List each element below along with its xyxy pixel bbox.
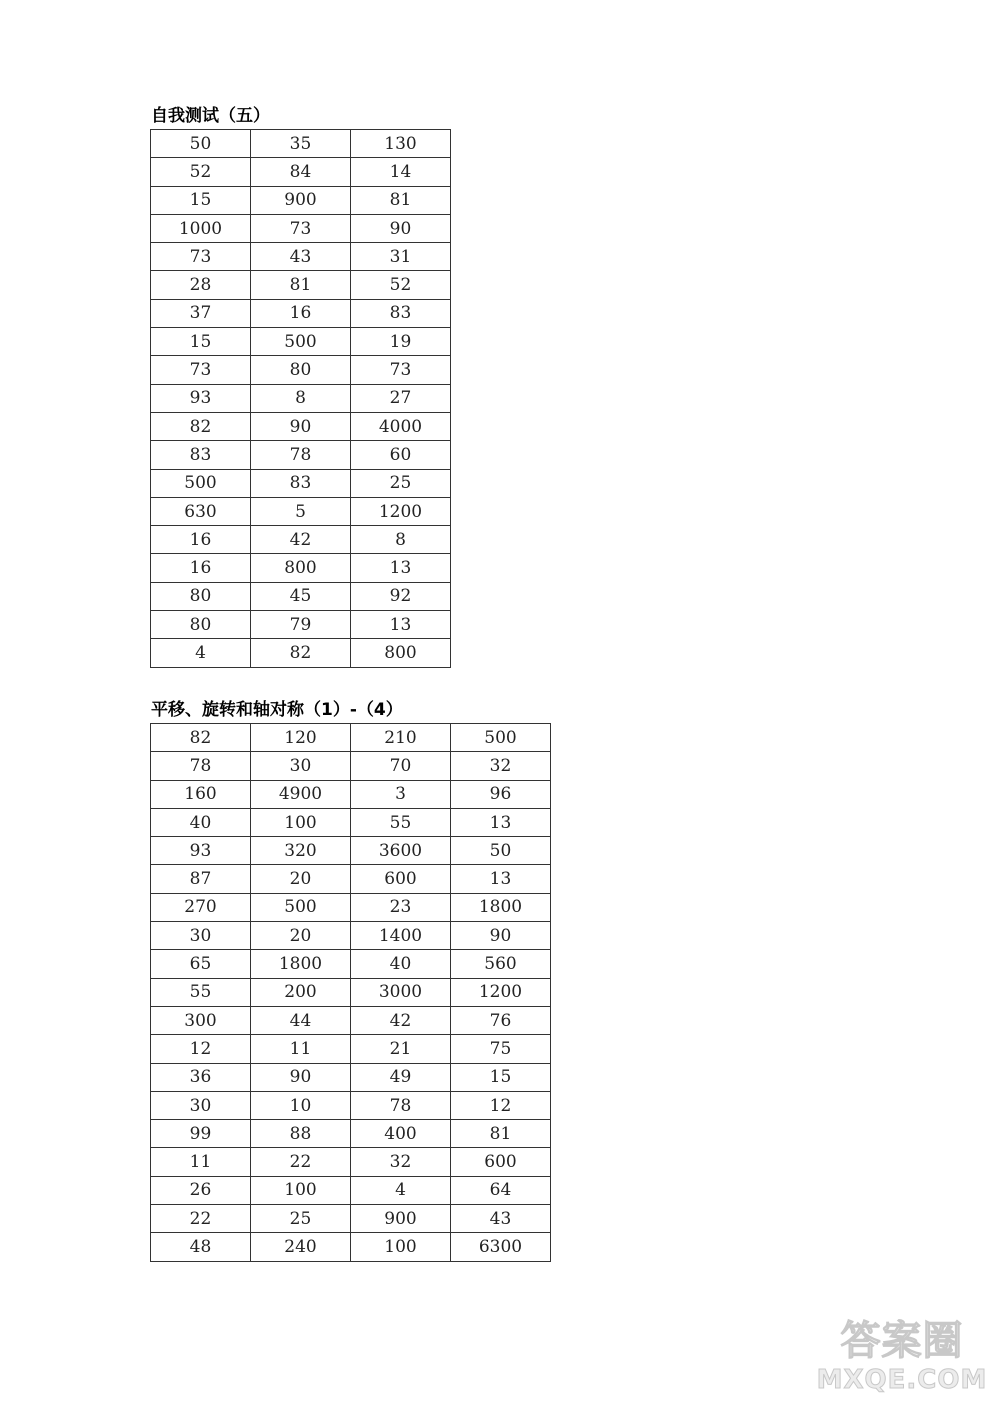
table-cell: 31 (351, 243, 451, 271)
table-cell: 8 (351, 526, 451, 554)
table-cell: 15 (151, 328, 251, 356)
table-cell: 52 (351, 271, 451, 299)
table-cell: 55 (151, 978, 251, 1006)
table-cell: 20 (251, 922, 351, 950)
table-cell: 600 (451, 1148, 551, 1176)
table-cell: 45 (251, 582, 351, 610)
table-row (151, 1233, 551, 1261)
table-cell: 83 (251, 469, 351, 497)
table-row (151, 865, 551, 893)
table-row (151, 639, 451, 667)
table-cell: 73 (151, 243, 251, 271)
table-row (151, 780, 551, 808)
table-cell: 22 (151, 1205, 251, 1233)
table-cell: 73 (351, 356, 451, 384)
table-cell: 1000 (151, 214, 251, 242)
table-cell: 65 (151, 950, 251, 978)
table-cell: 80 (151, 611, 251, 639)
table-cell: 11 (251, 1035, 351, 1063)
table-cell: 90 (251, 1063, 351, 1091)
table-cell: 3600 (351, 837, 451, 865)
table-row (151, 1006, 551, 1034)
answer-table-translation-rotation-symmetry (150, 723, 551, 1262)
table-cell: 83 (151, 441, 251, 469)
table-cell: 1400 (351, 922, 451, 950)
table-cell: 35 (251, 130, 351, 158)
table-cell: 78 (251, 441, 351, 469)
table-cell: 300 (151, 1006, 251, 1034)
table-cell: 70 (351, 752, 451, 780)
table-cell: 16 (251, 299, 351, 327)
table-cell: 14 (351, 158, 451, 186)
table-cell: 560 (451, 950, 551, 978)
table-row (151, 837, 551, 865)
table-cell: 92 (351, 582, 451, 610)
table-cell: 900 (351, 1205, 451, 1233)
table-row (151, 130, 451, 158)
table-cell: 28 (151, 271, 251, 299)
table-cell: 25 (251, 1205, 351, 1233)
table-cell: 64 (451, 1176, 551, 1204)
table-cell: 80 (151, 582, 251, 610)
table-cell: 30 (151, 1091, 251, 1119)
table-cell: 75 (451, 1035, 551, 1063)
table-cell: 48 (151, 1233, 251, 1261)
table-cell: 36 (151, 1063, 251, 1091)
table-cell: 12 (451, 1091, 551, 1119)
table-cell: 30 (151, 922, 251, 950)
table-row (151, 1035, 551, 1063)
table-cell: 23 (351, 893, 451, 921)
table-row (151, 186, 451, 214)
table-cell: 52 (151, 158, 251, 186)
table-cell: 78 (351, 1091, 451, 1119)
table-cell: 81 (351, 186, 451, 214)
table-row (151, 412, 451, 440)
table-cell: 160 (151, 780, 251, 808)
table-cell: 4900 (251, 780, 351, 808)
table-cell: 20 (251, 865, 351, 893)
table-cell: 13 (451, 865, 551, 893)
table-row (151, 497, 451, 525)
table-cell: 73 (151, 356, 251, 384)
table-cell: 500 (251, 893, 351, 921)
table-cell: 13 (451, 808, 551, 836)
table-cell: 32 (451, 752, 551, 780)
table-cell: 240 (251, 1233, 351, 1261)
table-row (151, 384, 451, 412)
table-row (151, 724, 551, 752)
table-cell: 50 (151, 130, 251, 158)
answer-table-self-test-5 (150, 129, 451, 668)
table-cell: 270 (151, 893, 251, 921)
table-row (151, 922, 551, 950)
table-cell: 15 (451, 1063, 551, 1091)
table-cell: 19 (351, 328, 451, 356)
table-cell: 79 (251, 611, 351, 639)
table-cell: 44 (251, 1006, 351, 1034)
table-cell: 87 (151, 865, 251, 893)
table-cell: 43 (451, 1205, 551, 1233)
table-cell: 73 (251, 214, 351, 242)
table-cell: 1200 (451, 978, 551, 1006)
table-row (151, 1205, 551, 1233)
table-row (151, 328, 451, 356)
table-cell: 11 (151, 1148, 251, 1176)
table-cell: 600 (351, 865, 451, 893)
table-cell: 26 (151, 1176, 251, 1204)
table-cell: 3000 (351, 978, 451, 1006)
table-cell: 93 (151, 384, 251, 412)
table-cell: 500 (451, 724, 551, 752)
watermark-logo-text: 答案圈 (840, 1318, 964, 1364)
table-cell: 37 (151, 299, 251, 327)
table-row (151, 1120, 551, 1148)
table-row (151, 1091, 551, 1119)
table-cell: 25 (351, 469, 451, 497)
table-cell: 84 (251, 158, 351, 186)
table-cell: 49 (351, 1063, 451, 1091)
table-cell: 1800 (451, 893, 551, 921)
table-cell: 96 (451, 780, 551, 808)
table-row (151, 1176, 551, 1204)
table-cell: 400 (351, 1120, 451, 1148)
table-row (151, 469, 451, 497)
table-row (151, 356, 451, 384)
table-row (151, 214, 451, 242)
table-row (151, 893, 551, 921)
table-cell: 800 (251, 554, 351, 582)
table-cell: 81 (251, 271, 351, 299)
table-cell: 500 (251, 328, 351, 356)
table-cell: 5 (251, 497, 351, 525)
table-cell: 8 (251, 384, 351, 412)
table-cell: 4 (151, 639, 251, 667)
table-row (151, 752, 551, 780)
table-cell: 42 (251, 526, 351, 554)
table-row (151, 1148, 551, 1176)
table-cell: 4000 (351, 412, 451, 440)
table-row (151, 158, 451, 186)
table-row (151, 611, 451, 639)
table-row (151, 271, 451, 299)
table-cell: 42 (351, 1006, 451, 1034)
watermark-logo (812, 1318, 992, 1408)
watermark-url-text: MXQE.COM (816, 1365, 988, 1395)
table-cell: 78 (151, 752, 251, 780)
table-row (151, 441, 451, 469)
table-cell: 22 (251, 1148, 351, 1176)
table-cell: 200 (251, 978, 351, 1006)
table-cell: 76 (451, 1006, 551, 1034)
table-cell: 320 (251, 837, 351, 865)
table-cell: 55 (351, 808, 451, 836)
table-cell: 800 (351, 639, 451, 667)
table-cell: 6300 (451, 1233, 551, 1261)
table-cell: 130 (351, 130, 451, 158)
table-cell: 13 (351, 611, 451, 639)
table-cell: 3 (351, 780, 451, 808)
table-cell: 21 (351, 1035, 451, 1063)
table-cell: 15 (151, 186, 251, 214)
table-cell: 210 (351, 724, 451, 752)
table-row (151, 950, 551, 978)
table-row (151, 243, 451, 271)
table-row (151, 978, 551, 1006)
table-row (151, 526, 451, 554)
table-cell: 83 (351, 299, 451, 327)
section-title-self-test-5: 自我测试（五） (151, 106, 270, 126)
table-cell: 40 (151, 808, 251, 836)
table-row (151, 808, 551, 836)
table-cell: 100 (351, 1233, 451, 1261)
table-cell: 1200 (351, 497, 451, 525)
table-cell: 90 (351, 214, 451, 242)
table-cell: 30 (251, 752, 351, 780)
table-cell: 50 (451, 837, 551, 865)
table-cell: 100 (251, 1176, 351, 1204)
table-cell: 40 (351, 950, 451, 978)
table-cell: 900 (251, 186, 351, 214)
table-cell: 99 (151, 1120, 251, 1148)
table-row (151, 1063, 551, 1091)
table-cell: 43 (251, 243, 351, 271)
table-cell: 100 (251, 808, 351, 836)
table-cell: 4 (351, 1176, 451, 1204)
table-cell: 82 (151, 412, 251, 440)
table-cell: 90 (251, 412, 351, 440)
table-row (151, 554, 451, 582)
table-cell: 93 (151, 837, 251, 865)
table-cell: 80 (251, 356, 351, 384)
table-cell: 82 (151, 724, 251, 752)
table-cell: 13 (351, 554, 451, 582)
table-cell: 1800 (251, 950, 351, 978)
table-cell: 81 (451, 1120, 551, 1148)
table-cell: 88 (251, 1120, 351, 1148)
table-row (151, 299, 451, 327)
table-cell: 16 (151, 554, 251, 582)
table-cell: 12 (151, 1035, 251, 1063)
table-cell: 60 (351, 441, 451, 469)
table-cell: 16 (151, 526, 251, 554)
table-cell: 27 (351, 384, 451, 412)
table-cell: 10 (251, 1091, 351, 1119)
section-title-translation-rotation-symmetry: 平移、旋转和轴对称（1）-（4） (151, 700, 403, 720)
table-cell: 500 (151, 469, 251, 497)
table-cell: 82 (251, 639, 351, 667)
table-cell: 120 (251, 724, 351, 752)
table-cell: 90 (451, 922, 551, 950)
table-cell: 32 (351, 1148, 451, 1176)
table-cell: 630 (151, 497, 251, 525)
table-row (151, 582, 451, 610)
